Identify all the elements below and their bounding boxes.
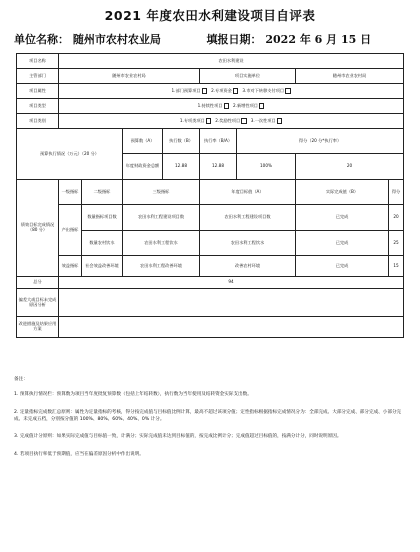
row-department bbox=[17, 69, 404, 84]
perf-l3: 农田水利工程改善环境 bbox=[123, 256, 200, 277]
perf-l2: 数量农村饮水 bbox=[82, 231, 123, 256]
value-deviation bbox=[59, 289, 404, 317]
option-text: 1.专项类项目 bbox=[179, 117, 205, 123]
options-project-nature bbox=[59, 99, 404, 114]
option-text: 1.持续性项目 bbox=[197, 102, 223, 108]
label-deviation: 偏差大或目标未完成原因分析 bbox=[17, 289, 59, 317]
notes-heading: 备注： bbox=[14, 377, 28, 382]
header-info-line bbox=[14, 31, 414, 47]
value-improvement bbox=[59, 317, 404, 338]
row-project-category bbox=[17, 114, 404, 129]
funds-exec: 12.88 bbox=[200, 154, 237, 180]
date-label: 填报日期： bbox=[206, 33, 262, 46]
note-item: 3. 完成值计分原则：如果实际完成值与目标值一致，计满分；实际完成值未达到目标值的，按完成比例计分；完成值超过目标值的，按满分计分，同时说明原因。 bbox=[14, 434, 342, 440]
perf-l3: 农田水利工程饮水 bbox=[123, 231, 200, 256]
table-row bbox=[17, 205, 404, 231]
perf-score: 25 bbox=[389, 231, 404, 256]
row-funds-header bbox=[17, 129, 404, 154]
option-text: 3.一次性项目 bbox=[250, 117, 276, 123]
perf-target: 改善农村环境 bbox=[200, 256, 296, 277]
perf-l3: 农田水利工程建设项目数 bbox=[123, 205, 200, 231]
table-row bbox=[17, 256, 404, 277]
perf-score: 15 bbox=[389, 256, 404, 277]
perf-target: 农田水利工程建设项目数 bbox=[200, 205, 296, 231]
row-project-name bbox=[17, 54, 404, 69]
unit-label: 单位名称： bbox=[14, 33, 69, 46]
perf-actual: 已完成 bbox=[296, 205, 389, 231]
label-project-attr: 项目属性 bbox=[17, 84, 59, 99]
funds-total-label: 年度财政资金总额 bbox=[123, 154, 163, 180]
page-title: 2021 年度农田水利建设项目自评表 bbox=[104, 8, 316, 23]
head-l1: 一级指标 bbox=[59, 180, 82, 205]
value-total: 94 bbox=[59, 277, 404, 289]
head-l2: 二级指标 bbox=[82, 180, 123, 205]
label-perf: 绩效目标完成情况（80 分） bbox=[17, 180, 59, 277]
label-project-name: 项目名称 bbox=[17, 54, 59, 69]
checkbox-icon bbox=[224, 103, 230, 109]
checkbox-icon bbox=[202, 88, 208, 94]
row-project-attr bbox=[17, 84, 404, 99]
date-value: 2022 年 6 月 15 日 bbox=[265, 33, 372, 46]
label-improvement: 改进措施及结果应用方案 bbox=[17, 317, 59, 338]
perf-l2: 数量指标项目数 bbox=[82, 205, 123, 231]
head-target: 年度目标值（A） bbox=[200, 180, 296, 205]
label-total: 总分 bbox=[17, 277, 59, 289]
effect-indicator-label: 效益指标 bbox=[59, 256, 82, 277]
label-impl-unit: 项目实施单位 bbox=[200, 69, 296, 84]
label-funds: 预算执行情况（万元）（20 分） bbox=[17, 129, 123, 180]
option-text: 3.市对下转移支付项目 bbox=[242, 87, 285, 93]
head-rate: 执行率（B/A） bbox=[200, 129, 237, 154]
funds-rate: 100% bbox=[237, 154, 296, 180]
row-perf-header bbox=[17, 180, 404, 205]
checkbox-icon bbox=[285, 88, 291, 94]
row-deviation bbox=[17, 289, 404, 317]
options-project-category bbox=[59, 114, 404, 129]
evaluation-table bbox=[16, 53, 404, 338]
options-project-attr bbox=[59, 84, 404, 99]
perf-target: 农田水利工程饮水 bbox=[200, 231, 296, 256]
label-project-category: 项目类别 bbox=[17, 114, 59, 129]
value-impl-unit: 随州市农业农村局 bbox=[296, 69, 404, 84]
head-score: 得分（20 分*执行率） bbox=[237, 129, 404, 154]
checkbox-icon bbox=[233, 88, 239, 94]
row-improvement bbox=[17, 317, 404, 338]
head-exec: 执行数（B） bbox=[163, 129, 200, 154]
row-project-nature bbox=[17, 99, 404, 114]
option-text: 1.部门预算项目 bbox=[171, 87, 201, 93]
note-item: 4. 若项目执行率低于预期值，应当在偏差原因分析中作出说明。 bbox=[14, 451, 144, 457]
label-dept: 主管部门 bbox=[17, 69, 59, 84]
value-project-name: 农田水利建设 bbox=[59, 54, 404, 69]
perf-score: 20 bbox=[389, 205, 404, 231]
head-budget: 预算数（A） bbox=[123, 129, 163, 154]
checkbox-icon bbox=[206, 118, 212, 124]
checkbox-icon bbox=[259, 103, 265, 109]
label-project-nature: 项目类型 bbox=[17, 99, 59, 114]
perf-actual: 已完成 bbox=[296, 256, 389, 277]
option-text: 2.奖励性项目 bbox=[215, 117, 241, 123]
checkbox-icon bbox=[277, 118, 283, 124]
head-score: 得分 bbox=[389, 180, 404, 205]
notes-section bbox=[14, 376, 406, 468]
head-actual: 实际完成值（B） bbox=[296, 180, 389, 205]
row-total bbox=[17, 277, 404, 289]
unit-name: 随州市农村农业局 bbox=[72, 33, 161, 46]
perf-actual: 已完成 bbox=[296, 231, 389, 256]
note-item: 1. 预算执行情况栏：预算数为项目当年度批复预算数（包括上年结转数），执行数为当年使用及结转资金实际支出数。 bbox=[14, 392, 252, 398]
output-indicator-label: 产出指标 bbox=[59, 205, 82, 256]
head-l3: 三级指标 bbox=[123, 180, 200, 205]
checkbox-icon bbox=[241, 118, 247, 124]
funds-score: 20 bbox=[296, 154, 404, 180]
note-item: 2. 定量指标完成数汇总原则：属性为定量指标的考核，得分按完成值与目标值比例计算，最高不超过该项分值；定性指标根据指标完成情况分为：全部完成、大部分完成、部分完成、小部分完成、未完成五档，分别按分值的 100%、80%、60%、40%、0% 计分。 bbox=[14, 409, 402, 423]
perf-l2: 社会效益改善环境 bbox=[82, 256, 123, 277]
value-dept: 随州市农业农村局 bbox=[59, 69, 200, 84]
option-text: 2.新增性项目 bbox=[233, 102, 258, 108]
option-text: 2.专项资金 bbox=[211, 87, 232, 93]
funds-budget: 12.88 bbox=[163, 154, 200, 180]
